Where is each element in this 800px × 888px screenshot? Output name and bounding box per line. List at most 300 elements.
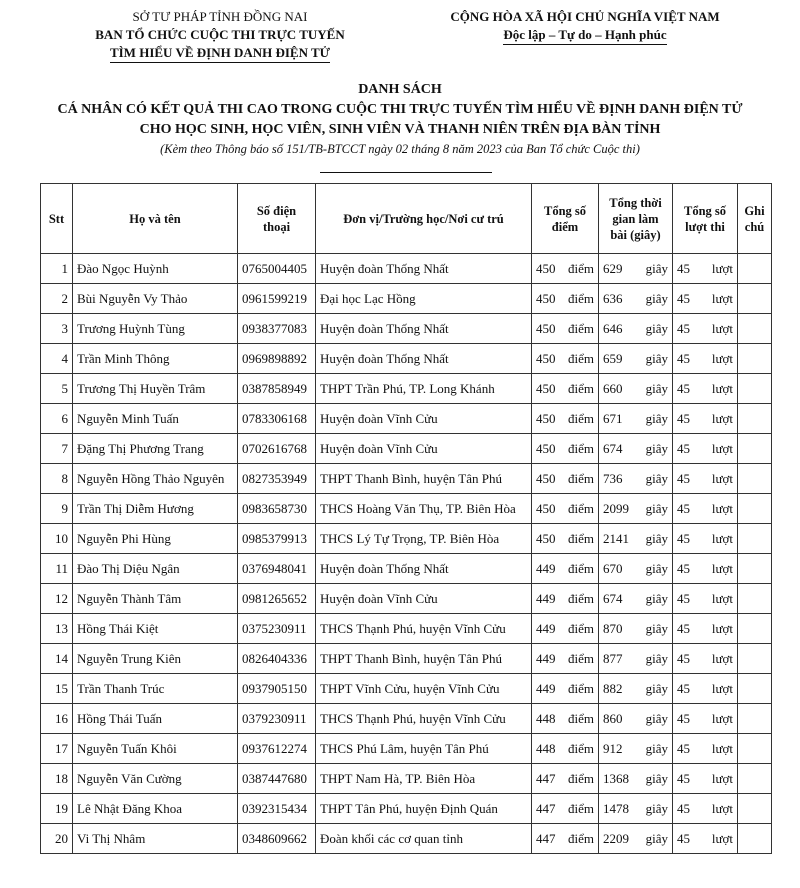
score-unit: điểm: [568, 800, 594, 816]
score-unit: điểm: [568, 710, 594, 726]
time-unit: giây: [645, 650, 668, 666]
cell-time: [599, 674, 673, 704]
attempts-value: 45: [677, 680, 690, 696]
time-value: 629: [603, 260, 623, 276]
cell-name: Trương Thị Huyền Trâm: [73, 374, 238, 404]
table-body: [41, 254, 772, 854]
cell-score: [532, 614, 599, 644]
attempts-unit: lượt: [711, 650, 733, 666]
cell-stt: 17: [41, 734, 73, 764]
attempts-unit: lượt: [711, 350, 733, 366]
header-attempts: Tổng số lượt thi: [673, 184, 738, 254]
cell-name: Bùi Nguyễn Vy Thảo: [73, 284, 238, 314]
table-row: [41, 764, 772, 794]
attempts-value: 45: [677, 770, 690, 786]
header-unit: Đơn vị/Trường học/Nơi cư trú: [316, 184, 532, 254]
issuing-agency-header: [40, 8, 400, 63]
cell-score: [532, 284, 599, 314]
cell-phone: 0826404336: [238, 644, 316, 674]
cell-attempts: [673, 674, 738, 704]
header-name: Họ và tên: [73, 184, 238, 254]
time-value: 882: [603, 680, 623, 696]
attempts-value: 45: [677, 380, 690, 396]
time-unit: giây: [645, 320, 668, 336]
time-unit: giây: [645, 770, 668, 786]
time-value: 671: [603, 410, 623, 426]
cell-name: Nguyễn Văn Cường: [73, 764, 238, 794]
cell-stt: 19: [41, 794, 73, 824]
attempts-value: 45: [677, 290, 690, 306]
attempts-unit: lượt: [711, 830, 733, 846]
time-unit: giây: [645, 830, 668, 846]
header-phone: Số điện thoại: [238, 184, 316, 254]
cell-unit: Huyện đoàn Thống Nhất: [316, 554, 532, 584]
document-title-line-2: CÁ NHÂN CÓ KẾT QUẢ THI CAO TRONG CUỘC THI TRỰC TUYẾN TÌM HIỂU VỀ ĐỊNH DANH ĐIỆN TỬ: [57, 102, 743, 117]
cell-name: Nguyễn Phi Hùng: [73, 524, 238, 554]
cell-time: [599, 494, 673, 524]
cell-attempts: [673, 644, 738, 674]
cell-unit: Huyện đoàn Thống Nhất: [316, 254, 532, 284]
cell-unit: Huyện đoàn Vĩnh Cửu: [316, 434, 532, 464]
cell-score: [532, 254, 599, 284]
attempts-value: 45: [677, 320, 690, 336]
cell-note: [738, 644, 772, 674]
time-value: 877: [603, 650, 623, 666]
cell-score: [532, 494, 599, 524]
header-score: Tổng số điểm: [532, 184, 599, 254]
cell-score: [532, 794, 599, 824]
cell-score: [532, 404, 599, 434]
cell-note: [738, 704, 772, 734]
cell-attempts: [673, 764, 738, 794]
cell-stt: 14: [41, 644, 73, 674]
cell-name: Nguyễn Tuấn Khôi: [73, 734, 238, 764]
table-row: [41, 614, 772, 644]
cell-stt: 10: [41, 524, 73, 554]
cell-attempts: [673, 494, 738, 524]
cell-unit: THPT Thanh Bình, huyện Tân Phú: [316, 644, 532, 674]
time-unit: giây: [645, 740, 668, 756]
cell-time: [599, 764, 673, 794]
national-motto-header: [400, 8, 770, 45]
score-value: 449: [536, 620, 556, 636]
cell-phone: 0937905150: [238, 674, 316, 704]
score-value: 450: [536, 380, 556, 396]
time-unit: giây: [645, 290, 668, 306]
attempts-value: 45: [677, 590, 690, 606]
cell-stt: 7: [41, 434, 73, 464]
document-title-block: [30, 80, 770, 158]
attempts-unit: lượt: [711, 290, 733, 306]
attempts-unit: lượt: [711, 590, 733, 606]
time-unit: giây: [645, 590, 668, 606]
header-note: Ghi chú: [738, 184, 772, 254]
cell-stt: 8: [41, 464, 73, 494]
cell-time: [599, 404, 673, 434]
table-row: [41, 314, 772, 344]
time-unit: giây: [645, 560, 668, 576]
cell-time: [599, 644, 673, 674]
cell-score: [532, 464, 599, 494]
attempts-unit: lượt: [711, 740, 733, 756]
time-unit: giây: [645, 710, 668, 726]
cell-note: [738, 344, 772, 374]
cell-attempts: [673, 824, 738, 854]
time-unit: giây: [645, 260, 668, 276]
table-row: [41, 674, 772, 704]
time-unit: giây: [645, 380, 668, 396]
cell-stt: 4: [41, 344, 73, 374]
attempts-value: 45: [677, 530, 690, 546]
cell-unit: THPT Nam Hà, TP. Biên Hòa: [316, 764, 532, 794]
cell-unit: THCS Phú Lâm, huyện Tân Phú: [316, 734, 532, 764]
cell-time: [599, 344, 673, 374]
score-unit: điểm: [568, 590, 594, 606]
score-value: 450: [536, 350, 556, 366]
cell-name: Nguyễn Thành Tâm: [73, 584, 238, 614]
attempts-value: 45: [677, 440, 690, 456]
table-row: [41, 794, 772, 824]
time-value: 674: [603, 590, 623, 606]
table-row: [41, 404, 772, 434]
cell-score: [532, 554, 599, 584]
time-value: 646: [603, 320, 623, 336]
cell-unit: THPT Vĩnh Cửu, huyện Vĩnh Cửu: [316, 674, 532, 704]
cell-name: Nguyễn Trung Kiên: [73, 644, 238, 674]
time-value: 912: [603, 740, 623, 756]
time-unit: giây: [645, 500, 668, 516]
cell-score: [532, 344, 599, 374]
cell-attempts: [673, 584, 738, 614]
document-title-line-3: CHO HỌC SINH, HỌC VIÊN, SINH VIÊN VÀ THANH NIÊN TRÊN ĐỊA BÀN TỈNH: [139, 122, 661, 137]
time-value: 860: [603, 710, 623, 726]
score-value: 449: [536, 680, 556, 696]
attempts-value: 45: [677, 740, 690, 756]
score-unit: điểm: [568, 770, 594, 786]
table-row: [41, 494, 772, 524]
score-value: 450: [536, 470, 556, 486]
cell-score: [532, 764, 599, 794]
time-value: 659: [603, 350, 623, 366]
cell-phone: 0387447680: [238, 764, 316, 794]
cell-attempts: [673, 464, 738, 494]
title-divider: [320, 172, 492, 173]
cell-phone: 0348609662: [238, 824, 316, 854]
cell-score: [532, 374, 599, 404]
cell-unit: THPT Tân Phú, huyện Định Quán: [316, 794, 532, 824]
score-unit: điểm: [568, 350, 594, 366]
cell-note: [738, 674, 772, 704]
score-unit: điểm: [568, 560, 594, 576]
score-value: 450: [536, 440, 556, 456]
cell-attempts: [673, 794, 738, 824]
cell-stt: 1: [41, 254, 73, 284]
score-value: 447: [536, 770, 556, 786]
score-value: 450: [536, 320, 556, 336]
cell-unit: THPT Trần Phú, TP. Long Khánh: [316, 374, 532, 404]
cell-note: [738, 764, 772, 794]
attempts-unit: lượt: [711, 620, 733, 636]
cell-name: Đào Ngọc Huỳnh: [73, 254, 238, 284]
cell-name: Nguyễn Hồng Thảo Nguyên: [73, 464, 238, 494]
attempts-unit: lượt: [711, 680, 733, 696]
attempts-value: 45: [677, 650, 690, 666]
attempts-unit: lượt: [711, 260, 733, 276]
time-unit: giây: [645, 530, 668, 546]
cell-time: [599, 824, 673, 854]
cell-note: [738, 824, 772, 854]
time-value: 870: [603, 620, 623, 636]
cell-note: [738, 524, 772, 554]
table-row: [41, 734, 772, 764]
score-unit: điểm: [568, 530, 594, 546]
cell-phone: 0827353949: [238, 464, 316, 494]
cell-name: Lê Nhật Đăng Khoa: [73, 794, 238, 824]
score-value: 450: [536, 290, 556, 306]
score-unit: điểm: [568, 680, 594, 696]
national-motto: Độc lập – Tự do – Hạnh phúc: [503, 26, 666, 45]
cell-name: Hồng Thái Kiệt: [73, 614, 238, 644]
attempts-unit: lượt: [711, 410, 733, 426]
cell-note: [738, 314, 772, 344]
table-row: [41, 554, 772, 584]
cell-time: [599, 584, 673, 614]
time-value: 636: [603, 290, 623, 306]
cell-name: Đặng Thị Phương Trang: [73, 434, 238, 464]
time-value: 660: [603, 380, 623, 396]
cell-phone: 0765004405: [238, 254, 316, 284]
cell-note: [738, 584, 772, 614]
table-row: [41, 704, 772, 734]
table-row: [41, 434, 772, 464]
national-title: CỘNG HÒA XÃ HỘI CHỦ NGHĨA VIỆT NAM: [450, 9, 720, 24]
cell-stt: 5: [41, 374, 73, 404]
table-row: [41, 344, 772, 374]
cell-attempts: [673, 734, 738, 764]
cell-stt: 9: [41, 494, 73, 524]
cell-name: Trần Thanh Trúc: [73, 674, 238, 704]
time-unit: giây: [645, 680, 668, 696]
cell-score: [532, 314, 599, 344]
cell-time: [599, 434, 673, 464]
cell-attempts: [673, 284, 738, 314]
attempts-value: 45: [677, 800, 690, 816]
cell-note: [738, 734, 772, 764]
cell-phone: 0392315434: [238, 794, 316, 824]
table-row: [41, 584, 772, 614]
header-stt: Stt: [41, 184, 73, 254]
cell-score: [532, 434, 599, 464]
score-value: 449: [536, 560, 556, 576]
cell-phone: 0983658730: [238, 494, 316, 524]
attempts-value: 45: [677, 410, 690, 426]
score-unit: điểm: [568, 500, 594, 516]
time-value: 2099: [603, 500, 629, 516]
cell-unit: Huyện đoàn Thống Nhất: [316, 314, 532, 344]
cell-stt: 16: [41, 704, 73, 734]
cell-attempts: [673, 524, 738, 554]
cell-time: [599, 254, 673, 284]
attempts-unit: lượt: [711, 710, 733, 726]
cell-note: [738, 284, 772, 314]
header-time: Tổng thời gian làm bài (giây): [599, 184, 673, 254]
cell-unit: Huyện đoàn Vĩnh Cửu: [316, 404, 532, 434]
time-value: 674: [603, 440, 623, 456]
attempts-unit: lượt: [711, 800, 733, 816]
cell-note: [738, 404, 772, 434]
cell-time: [599, 734, 673, 764]
cell-time: [599, 314, 673, 344]
attempts-value: 45: [677, 830, 690, 846]
attempts-unit: lượt: [711, 500, 733, 516]
time-unit: giây: [645, 440, 668, 456]
cell-note: [738, 464, 772, 494]
attempts-value: 45: [677, 260, 690, 276]
score-unit: điểm: [568, 470, 594, 486]
cell-name: Vi Thị Nhâm: [73, 824, 238, 854]
agency-line-3: TÌM HIỂU VỀ ĐỊNH DANH ĐIỆN TỬ: [110, 44, 330, 63]
cell-score: [532, 704, 599, 734]
document-subtitle: (Kèm theo Thông báo số 151/TB-BTCCT ngày 02 tháng 8 năm 2023 của Ban Tổ chức Cuộc thi): [160, 142, 640, 156]
cell-note: [738, 434, 772, 464]
cell-attempts: [673, 344, 738, 374]
cell-note: [738, 794, 772, 824]
score-value: 447: [536, 830, 556, 846]
attempts-value: 45: [677, 350, 690, 366]
time-unit: giây: [645, 410, 668, 426]
cell-name: Nguyễn Minh Tuấn: [73, 404, 238, 434]
cell-phone: 0969898892: [238, 344, 316, 374]
cell-note: [738, 254, 772, 284]
cell-time: [599, 464, 673, 494]
cell-attempts: [673, 614, 738, 644]
cell-stt: 20: [41, 824, 73, 854]
cell-unit: THPT Thanh Bình, huyện Tân Phú: [316, 464, 532, 494]
score-value: 447: [536, 800, 556, 816]
cell-unit: Đại học Lạc Hồng: [316, 284, 532, 314]
cell-phone: 0375230911: [238, 614, 316, 644]
attempts-unit: lượt: [711, 530, 733, 546]
cell-score: [532, 734, 599, 764]
cell-unit: THCS Hoàng Văn Thụ, TP. Biên Hòa: [316, 494, 532, 524]
attempts-unit: lượt: [711, 470, 733, 486]
time-value: 736: [603, 470, 623, 486]
cell-note: [738, 374, 772, 404]
attempts-unit: lượt: [711, 440, 733, 456]
cell-phone: 0379230911: [238, 704, 316, 734]
score-unit: điểm: [568, 650, 594, 666]
cell-stt: 3: [41, 314, 73, 344]
cell-time: [599, 284, 673, 314]
cell-time: [599, 794, 673, 824]
time-value: 2209: [603, 830, 629, 846]
document-title: DANH SÁCH: [358, 82, 442, 97]
score-value: 450: [536, 530, 556, 546]
cell-phone: 0702616768: [238, 434, 316, 464]
attempts-value: 45: [677, 560, 690, 576]
cell-unit: THCS Lý Tự Trọng, TP. Biên Hòa: [316, 524, 532, 554]
cell-phone: 0387858949: [238, 374, 316, 404]
cell-name: Đào Thị Diệu Ngân: [73, 554, 238, 584]
cell-unit: THCS Thạnh Phú, huyện Vĩnh Cửu: [316, 614, 532, 644]
cell-stt: 11: [41, 554, 73, 584]
cell-note: [738, 554, 772, 584]
agency-line-2: BAN TỔ CHỨC CUỘC THI TRỰC TUYẾN: [95, 27, 345, 42]
cell-attempts: [673, 434, 738, 464]
attempts-unit: lượt: [711, 380, 733, 396]
cell-note: [738, 614, 772, 644]
cell-attempts: [673, 554, 738, 584]
score-unit: điểm: [568, 830, 594, 846]
cell-attempts: [673, 254, 738, 284]
table-row: [41, 524, 772, 554]
table-row: [41, 254, 772, 284]
cell-note: [738, 494, 772, 524]
score-unit: điểm: [568, 320, 594, 336]
cell-phone: 0985379913: [238, 524, 316, 554]
score-unit: điểm: [568, 440, 594, 456]
cell-score: [532, 644, 599, 674]
cell-phone: 0937612274: [238, 734, 316, 764]
score-unit: điểm: [568, 380, 594, 396]
score-unit: điểm: [568, 290, 594, 306]
cell-attempts: [673, 374, 738, 404]
cell-time: [599, 614, 673, 644]
time-value: 1478: [603, 800, 629, 816]
attempts-value: 45: [677, 470, 690, 486]
table-header-row: [41, 184, 772, 254]
attempts-unit: lượt: [711, 320, 733, 336]
cell-phone: 0981265652: [238, 584, 316, 614]
cell-stt: 6: [41, 404, 73, 434]
cell-time: [599, 524, 673, 554]
cell-name: Trần Minh Thông: [73, 344, 238, 374]
table-row: [41, 374, 772, 404]
table-row: [41, 824, 772, 854]
cell-phone: 0961599219: [238, 284, 316, 314]
table-row: [41, 464, 772, 494]
score-value: 450: [536, 500, 556, 516]
attempts-value: 45: [677, 710, 690, 726]
attempts-value: 45: [677, 500, 690, 516]
score-unit: điểm: [568, 740, 594, 756]
cell-unit: Huyện đoàn Vĩnh Cửu: [316, 584, 532, 614]
cell-name: Trương Huỳnh Tùng: [73, 314, 238, 344]
score-value: 449: [536, 590, 556, 606]
score-value: 448: [536, 710, 556, 726]
table-row: [41, 644, 772, 674]
agency-line-1: SỞ TƯ PHÁP TỈNH ĐỒNG NAI: [132, 9, 308, 24]
score-value: 449: [536, 650, 556, 666]
table-row: [41, 284, 772, 314]
time-value: 1368: [603, 770, 629, 786]
cell-phone: 0376948041: [238, 554, 316, 584]
score-value: 450: [536, 260, 556, 276]
cell-attempts: [673, 314, 738, 344]
attempts-value: 45: [677, 620, 690, 636]
cell-name: Hồng Thái Tuấn: [73, 704, 238, 734]
cell-name: Trần Thị Diễm Hương: [73, 494, 238, 524]
time-unit: giây: [645, 470, 668, 486]
cell-unit: Đoàn khối các cơ quan tỉnh: [316, 824, 532, 854]
cell-stt: 18: [41, 764, 73, 794]
time-unit: giây: [645, 350, 668, 366]
cell-phone: 0938377083: [238, 314, 316, 344]
cell-score: [532, 824, 599, 854]
cell-attempts: [673, 704, 738, 734]
cell-time: [599, 554, 673, 584]
results-table: [40, 183, 772, 854]
